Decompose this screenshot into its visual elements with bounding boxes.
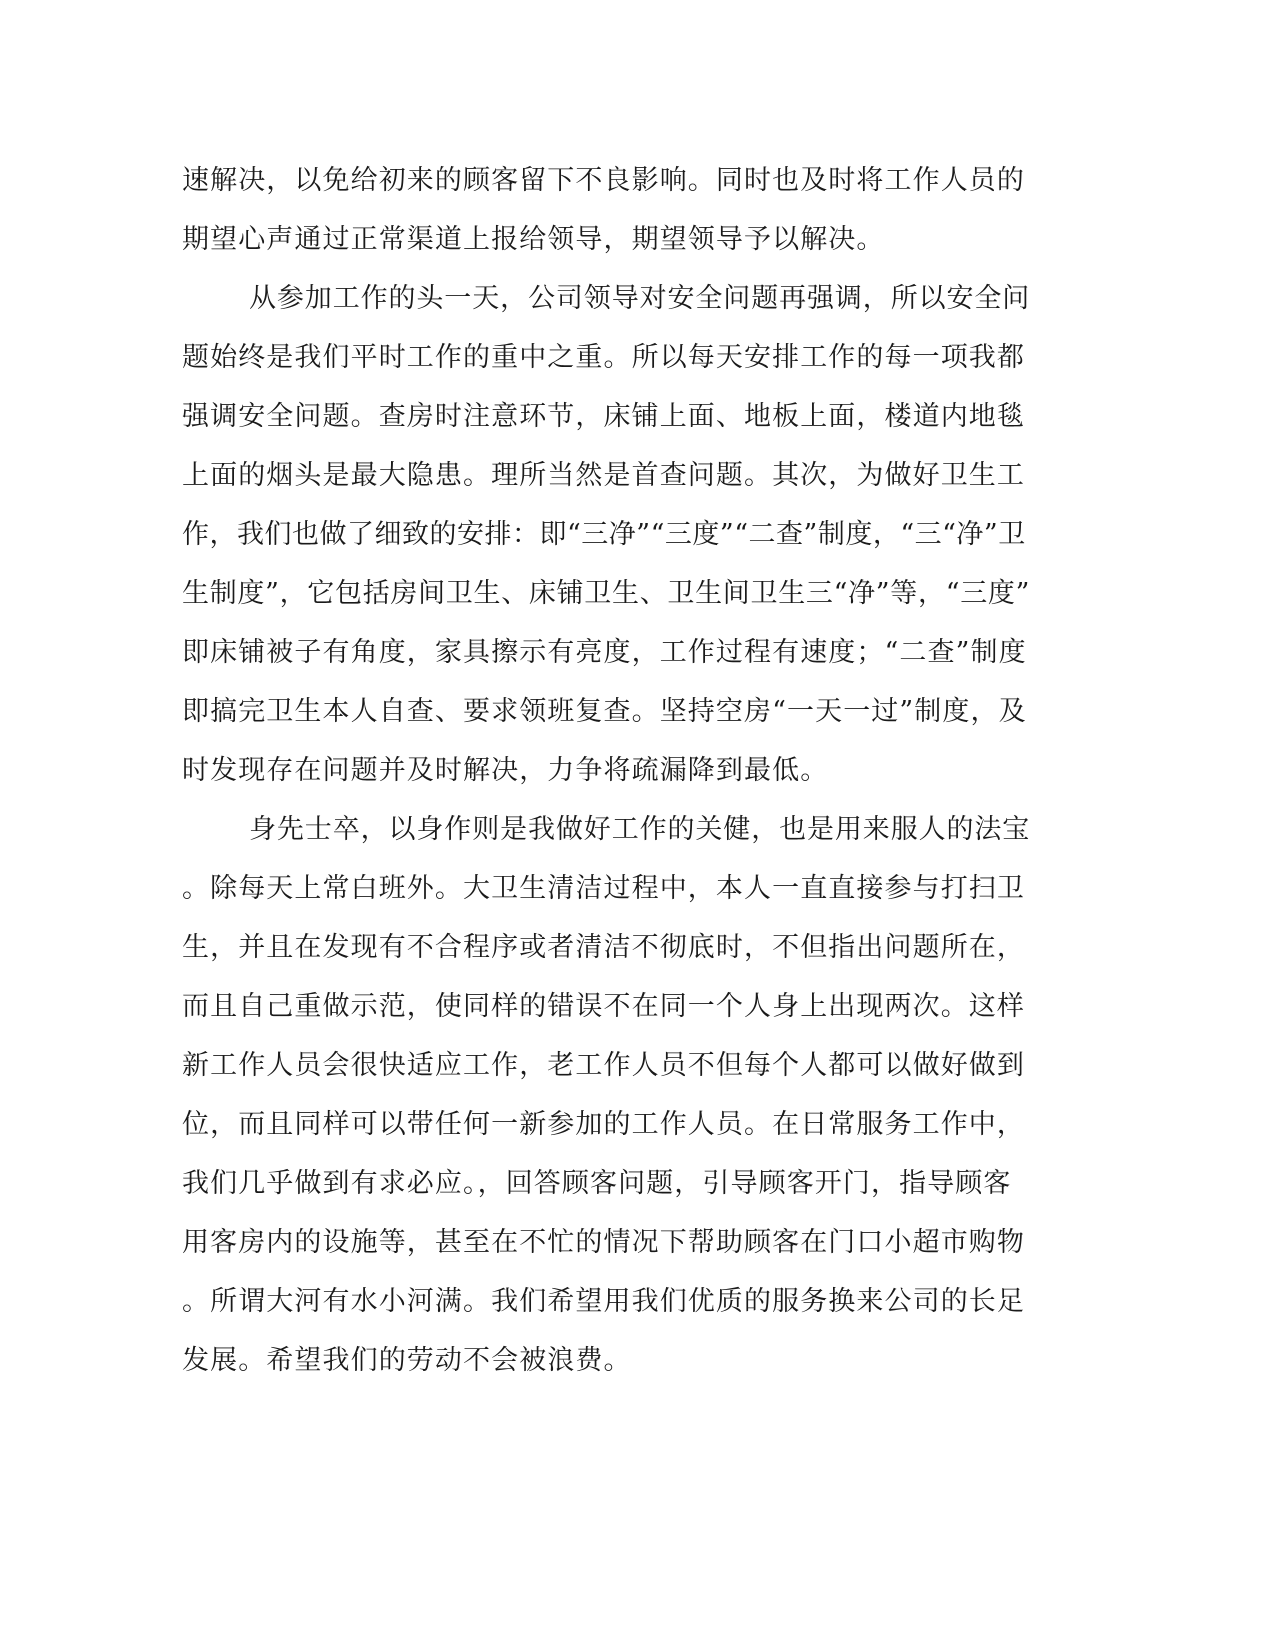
text-line: 上面的烟头是最大隐患。理所当然是首查问题。其次，为做好卫生工: [182, 460, 1025, 491]
text-line: 期望心声通过正常渠道上报给领导，期望领导予以解决。: [182, 224, 885, 255]
text-line: 位，而且同样可以带任何一新参加的工作人员。在日常服务工作中，: [182, 1109, 1025, 1140]
text-line: 生，并且在发现有不合程序或者清洁不彻底时，不但指出问题所在，: [182, 932, 1025, 963]
text-line: 身先士卒，以身作则是我做好工作的关健，也是用来服人的法宝: [249, 814, 1031, 845]
body-text: [182, 158, 1032, 1397]
paragraph-1: [182, 158, 1032, 276]
text-line: 用客房内的设施等，甚至在不忙的情况下帮助顾客在门口小超市购物: [182, 1227, 1025, 1258]
text-line: 作，我们也做了细致的安排：即“三净”“三度”“二查”制度，“三“净”卫: [182, 519, 1026, 550]
text-line: 。除每天上常白班外。大卫生清洁过程中，本人一直直接参与打扫卫: [182, 873, 1025, 904]
text-line: 强调安全问题。查房时注意环节，床铺上面、地板上面，楼道内地毯: [182, 401, 1025, 432]
text-line: 发展。希望我们的劳动不会被浪费。: [182, 1345, 632, 1376]
text-line: 即床铺被子有角度，家具擦示有亮度，工作过程有速度；“二查”制度: [182, 637, 1027, 668]
text-line: 题始终是我们平时工作的重中之重。所以每天安排工作的每一项我都: [182, 342, 1025, 373]
text-line: 速解决，以免给初来的顾客留下不良影响。同时也及时将工作人员的: [182, 165, 1025, 196]
text-line: 生制度”，它包括房间卫生、床铺卫生、卫生间卫生三“净”等，“三度”: [182, 578, 1031, 609]
text-line: 。所谓大河有水小河满。我们希望用我们优质的服务换来公司的长足: [182, 1286, 1025, 1317]
text-line: 即搞完卫生本人自查、要求领班复查。坚持空房“一天一过”制度，及: [182, 696, 1027, 727]
text-line: 而且自己重做示范，使同样的错误不在同一个人身上出现两次。这样: [182, 991, 1025, 1022]
paragraph-2: [182, 276, 1032, 807]
text-line: 我们几乎做到有求必应。，回答顾客问题，引导顾客开门，指导顾客: [182, 1168, 1012, 1199]
text-line: 新工作人员会很快适应工作，老工作人员不但每个人都可以做好做到: [182, 1050, 1025, 1081]
text-line: 从参加工作的头一天，公司领导对安全问题再强调，所以安全问: [249, 283, 1031, 314]
text-line: 时发现存在问题并及时解决，力争将疏漏降到最低。: [182, 755, 829, 786]
paragraph-3: [182, 807, 1032, 1397]
